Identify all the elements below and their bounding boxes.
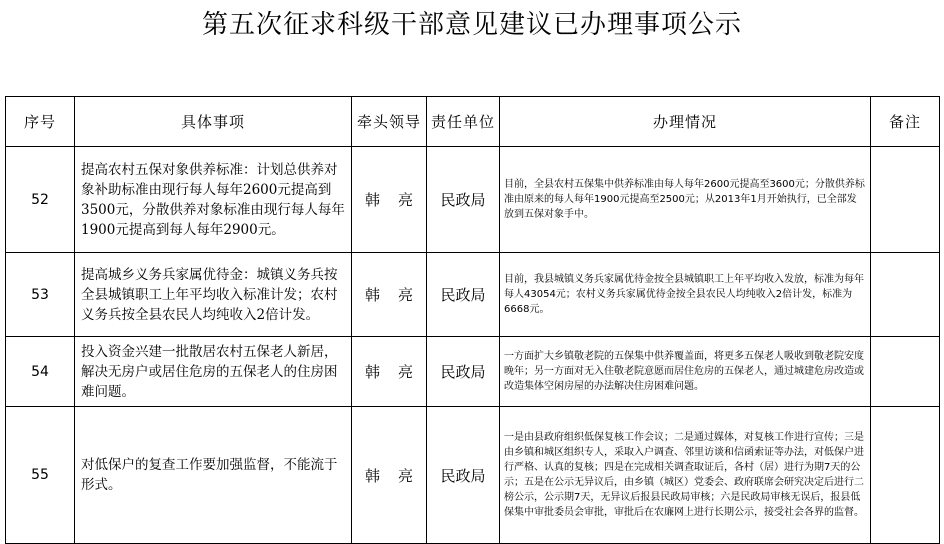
lead-given-name: 亮 [398, 363, 414, 381]
row-unit: 民政局 [427, 147, 500, 253]
table-row [6, 407, 940, 544]
table-row [6, 253, 940, 337]
notice-table [5, 96, 940, 544]
row-status: 目前，我县城镇义务兵家属优待金按全县城镇职工上年平均收入发放，标准为每年每人43054元；农村义务兵家属优待金按全县农民人均纯收入2倍计发，标准为6668元。 [500, 253, 871, 337]
lead-surname: 韩 [364, 363, 380, 381]
row-status: 一方面扩大乡镇敬老院的五保集中供养覆盖面，将更多五保老人吸收到敬老院安度晚年；另一方面对无入住敬老院意愿而居住危房的五保老人，通过城建危房改造或改造集体空闲房屋的办法解决住房困难问题。 [500, 337, 871, 407]
row-unit: 民政局 [427, 253, 500, 337]
lead-surname: 韩 [364, 286, 380, 304]
row-seq: 54 [6, 337, 75, 407]
lead-surname: 韩 [364, 466, 380, 485]
row-unit: 民政局 [427, 337, 500, 407]
row-matter: 对低保户的复查工作要加强监督，不能流于形式。 [75, 407, 352, 544]
row-remark [871, 253, 940, 337]
page-title: 第五次征求科级干部意见建议已办理事项公示 [201, 10, 742, 40]
row-status: 一是由县政府组织低保复核工作会议；二是通过媒体，对复核工作进行宣传；三是由乡镇和城区组织专人，采取入户调查、邻里访谈和信函索证等办法，对低保户进行严格、认真的复核；四是在完成相关调查取证后，各村（居）进行为期7天的公示；五是在公示无异议后，由乡镇（城区）党委会、政府联席会研究决定后进行二榜公示，公示期7天，无异议后报县民政局审核；六是民政局审核无误后，报县低保集中审批委员会审批，审批后在农廉网上进行长期公示，接受社会各界的监督。 [500, 407, 871, 544]
row-matter: 提高农村五保对象供养标准：计划总供养对象补助标准由现行每人每年2600元提高到3500元，分散供养对象标准由现行每人每年1900元提高到每人每年2900元。 [75, 147, 352, 253]
table-row [6, 337, 940, 407]
row-lead [352, 147, 427, 253]
row-matter: 投入资金兴建一批散居农村五保老人新居，解决无房户或居住危房的五保老人的住房困难问题。 [75, 337, 352, 407]
header-unit: 责任单位 [427, 97, 500, 147]
lead-given-name: 亮 [398, 191, 414, 209]
row-seq: 52 [6, 147, 75, 253]
header-matter: 具体事项 [75, 97, 352, 147]
row-unit: 民政局 [427, 407, 500, 544]
row-status: 目前，全县农村五保集中供养标准由每人每年2600元提高至3600元；分散供养标准由原来的每人每年1900元提高至2500元；从2013年1月开始执行，已全部发放到五保对象手中。 [500, 147, 871, 253]
row-matter: 提高城乡义务兵家属优待金：城镇义务兵按全县城镇职工上年平均收入标准计发；农村义务兵按全县农民人均纯收入2倍计发。 [75, 253, 352, 337]
row-lead [352, 337, 427, 407]
row-remark [871, 407, 940, 544]
row-lead [352, 253, 427, 337]
row-lead [352, 407, 427, 544]
header-seq: 序号 [6, 97, 75, 147]
table-row [6, 147, 940, 253]
row-seq: 55 [6, 407, 75, 544]
row-seq: 53 [6, 253, 75, 337]
lead-given-name: 亮 [398, 466, 414, 485]
table-header-row [6, 97, 940, 147]
row-remark [871, 147, 940, 253]
header-lead: 牵头领导 [352, 97, 427, 147]
lead-given-name: 亮 [398, 286, 414, 304]
row-remark [871, 337, 940, 407]
header-remark: 备注 [871, 97, 940, 147]
header-status: 办理情况 [500, 97, 871, 147]
lead-surname: 韩 [364, 191, 380, 209]
